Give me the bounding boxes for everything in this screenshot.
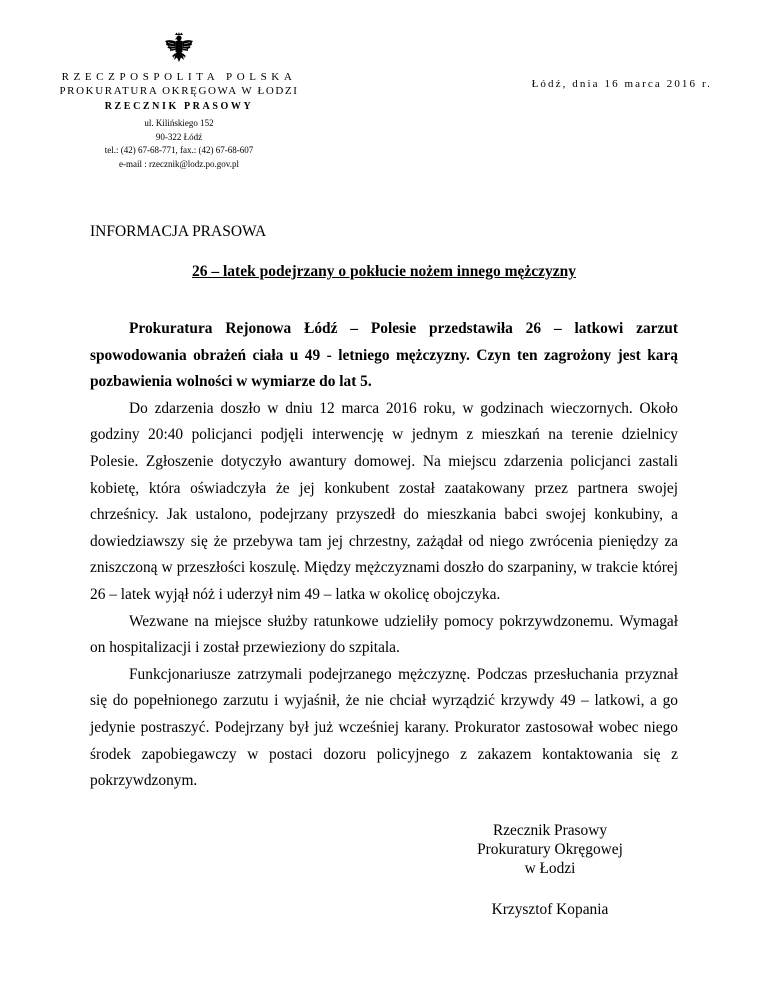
letterhead-street: ul. Kilińskiego 152 [144,118,214,128]
body-paragraph: Funkcjonariusze zatrzymali podejrzanego mężczyznę. Podczas przesłuchania przyznał się do popełnionego zarzutu i wyjaśnił, że nie chciał wyrządzić krzywdy 49 – latkowi, a go jedynie postraszyć. Podejrzany był już wcześniej karany. Prokurator zastosował wobec niego środek zapobiegawczy w postaci dozoru policyjnego z zakazem kontaktowania się z pokrzywdzonym. [90,665,678,790]
signature-block [450,821,650,919]
letterhead-institution: PROKURATURA OKRĘGOWA W ŁODZI [59,85,299,97]
lead-paragraph: Prokuratura Rejonowa Łódź – Polesie przedstawiła 26 – latkowi zarzut spowodowania obrażeń ciała u 49 - letniego mężczyzny. Czyn ten zagrożony jest karą pozbawienia wolności w wymiarze do lat 5. [90,320,678,391]
letterhead-country: RZECZPOSPOLITA POLSKA [61,71,297,83]
signature-city: w Łodzi [524,860,576,877]
signature-name: Krzysztof Kopania [491,901,609,918]
letterhead [40,70,318,171]
signature-office: Prokuratury Okręgowej [477,841,623,858]
press-release-title: 26 – latek podejrzany o pokłucie nożem innego mężczyzny [191,263,576,280]
document-date: Łódź, dnia 16 marca 2016 r. [531,78,712,90]
letterhead-department: RZECZNIK PRASOWY [104,101,254,112]
letterhead-city: 90-322 Łódź [155,131,203,142]
press-release-body [90,316,678,795]
polish-eagle-emblem-icon [164,32,194,66]
body-paragraph: Wezwane na miejsce służby ratunkowe udzieliły pomocy pokrzywdzonemu. Wymagał on hospitalizacji i został przewieziony do szpitala. [90,612,678,657]
document-type-heading: INFORMACJA PRASOWA [90,223,267,240]
letterhead-phone: tel.: (42) 67-68-771, fax.: (42) 67-68-607 [104,145,254,155]
body-paragraph: Do zdarzenia doszło w dniu 12 marca 2016 roku, w godzinach wieczornych. Około godziny 20:40 policjanci podjęli interwencję w jednym z mieszkań na terenie dzielnicy Polesie. Zgłoszenie dotyczyło awantury domowej. Na miejscu zdarzenia policjanci zastali kobietę, która oświadczyła że jej konkubent został zaatakowany przez partnera swojej chrześnicy. Jak ustalono, podejrzany przyszedł do mieszkania babci swojej konkubiny, a dowiedziawszy się że przebywa tam jej chrzestny, zażądał od niego zwrócenia pieniędzy za zniszczoną w przeszłości koszulę. Między mężczyznami doszło do szarpaniny, w trakcie której 26 – latek wyjął nóż i uderzył nim 49 – latka w okolicę obojczyka. [90,399,678,603]
signature-role: Rzecznik Prasowy [492,822,608,839]
letterhead-email: e-mail : rzecznik@lodz.po.gov.pl [119,158,239,169]
